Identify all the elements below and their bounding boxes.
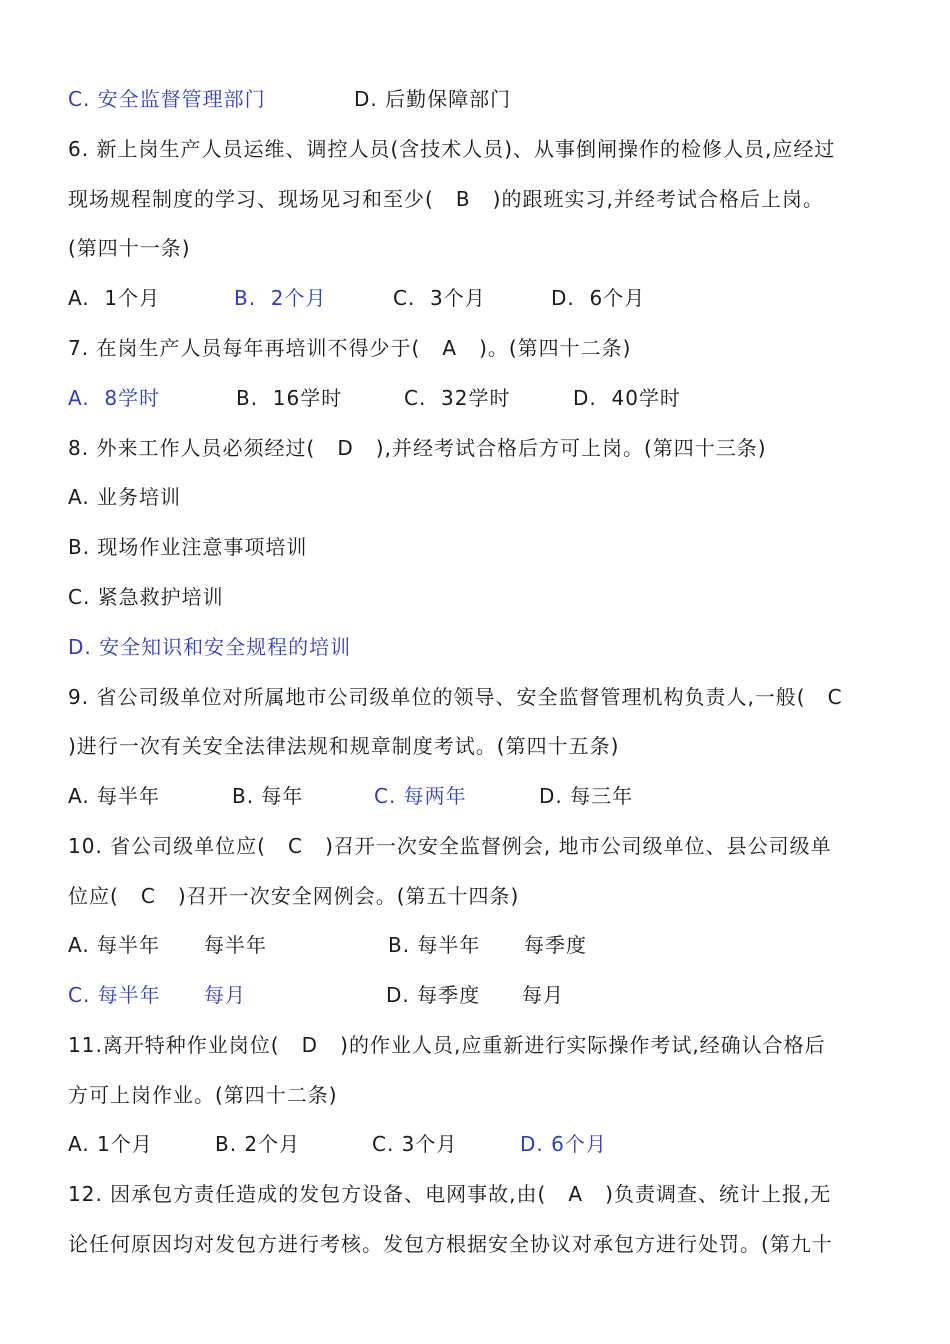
q6-text-line-1: 6. 新上岗生产人员运维、调控人员(含技术人员)、从事倒闸操作的检修人员,应经过	[68, 137, 836, 161]
q6-option-b-answer: B. 2个月	[234, 286, 327, 310]
q9-text-line-1: 9. 省公司级单位对所属地市公司级单位的领导、安全监督管理机构负责人,一般( C	[68, 685, 843, 709]
q11-option-c: C. 3个月	[372, 1132, 458, 1156]
q10-option-b-second: 每季度	[524, 933, 587, 957]
q6-option-c: C. 3个月	[393, 286, 486, 310]
q9-option-d: D. 每三年	[539, 784, 634, 808]
q5-options	[68, 87, 888, 183]
q8-option-c: C. 紧急救护培训	[68, 585, 224, 609]
q9-text-line-2: )进行一次有关安全法律法规和规章制度考试。(第四十五条)	[68, 734, 620, 758]
q6-text-line-3: (第四十一条)	[68, 236, 191, 260]
q8-text-line-1: 8. 外来工作人员必须经过( D ),并经考试合格后方可上岗。(第四十三条)	[68, 436, 767, 460]
q10-option-b-first: B. 每半年	[388, 933, 481, 957]
q11-option-a: A. 1个月	[68, 1132, 153, 1156]
q7-option-c: C. 32学时	[404, 386, 511, 410]
q11-option-d-answer: D. 6个月	[520, 1132, 607, 1156]
q10-option-c-second-answer: 每月	[204, 983, 246, 1007]
q8-option-b: B. 现场作业注意事项培训	[68, 535, 308, 559]
q10-option-d-first: D. 每季度	[386, 983, 481, 1007]
q10-option-a-first: A. 每半年	[68, 933, 161, 957]
q11-option-b: B. 2个月	[215, 1132, 301, 1156]
q10-option-c-first-answer: C. 每半年	[68, 983, 161, 1007]
q7-text-line-1: 7. 在岗生产人员每年再培训不得少于( A )。(第四十二条)	[68, 336, 632, 360]
q7-option-b: B. 16学时	[236, 386, 343, 410]
q9-option-a: A. 每半年	[68, 784, 161, 808]
q12-text-line-1: 12. 因承包方责任造成的发包方设备、电网事故,由( A )负责调查、统计上报,无	[68, 1182, 832, 1206]
q10-option-a-second: 每半年	[204, 933, 267, 957]
q11-text-line-2: 方可上岗作业。(第四十二条)	[68, 1083, 338, 1107]
q8-option-a: A. 业务培训	[68, 485, 182, 509]
q10-option-d-second: 每月	[522, 983, 564, 1007]
q11-text-line-1: 11.离开特种作业岗位( D )的作业人员,应重新进行实际操作考试,经确认合格后	[68, 1033, 826, 1057]
q12-text-line-2: 论任何原因均对发包方进行考核。发包方根据安全协议对承包方进行处罚。(第九十	[68, 1232, 833, 1256]
q8-option-d-answer: D. 安全知识和安全规程的培训	[68, 635, 352, 659]
q5-option-c-answer: C. 安全监督管理部门	[68, 87, 266, 111]
q9-option-b: B. 每年	[232, 784, 304, 808]
q7-option-d: D. 40学时	[573, 386, 681, 410]
q10-text-line-2: 位应( C )召开一次安全网例会。(第五十四条)	[68, 884, 520, 908]
q6-text-line-2: 现场规程制度的学习、现场见习和至少( B )的跟班实习,并经考试合格后上岗。	[68, 187, 824, 211]
q10-text-line-1: 10. 省公司级单位应( C )召开一次安全监督例会, 地市公司级单位、县公司级单	[68, 834, 832, 858]
q6-option-a: A. 1个月	[68, 286, 161, 310]
q6-option-d: D. 6个月	[551, 286, 646, 310]
q9-option-c-answer: C. 每两年	[374, 784, 467, 808]
q7-option-a-answer: A. 8学时	[68, 386, 161, 410]
q5-option-d: D. 后勤保障部门	[354, 87, 512, 111]
